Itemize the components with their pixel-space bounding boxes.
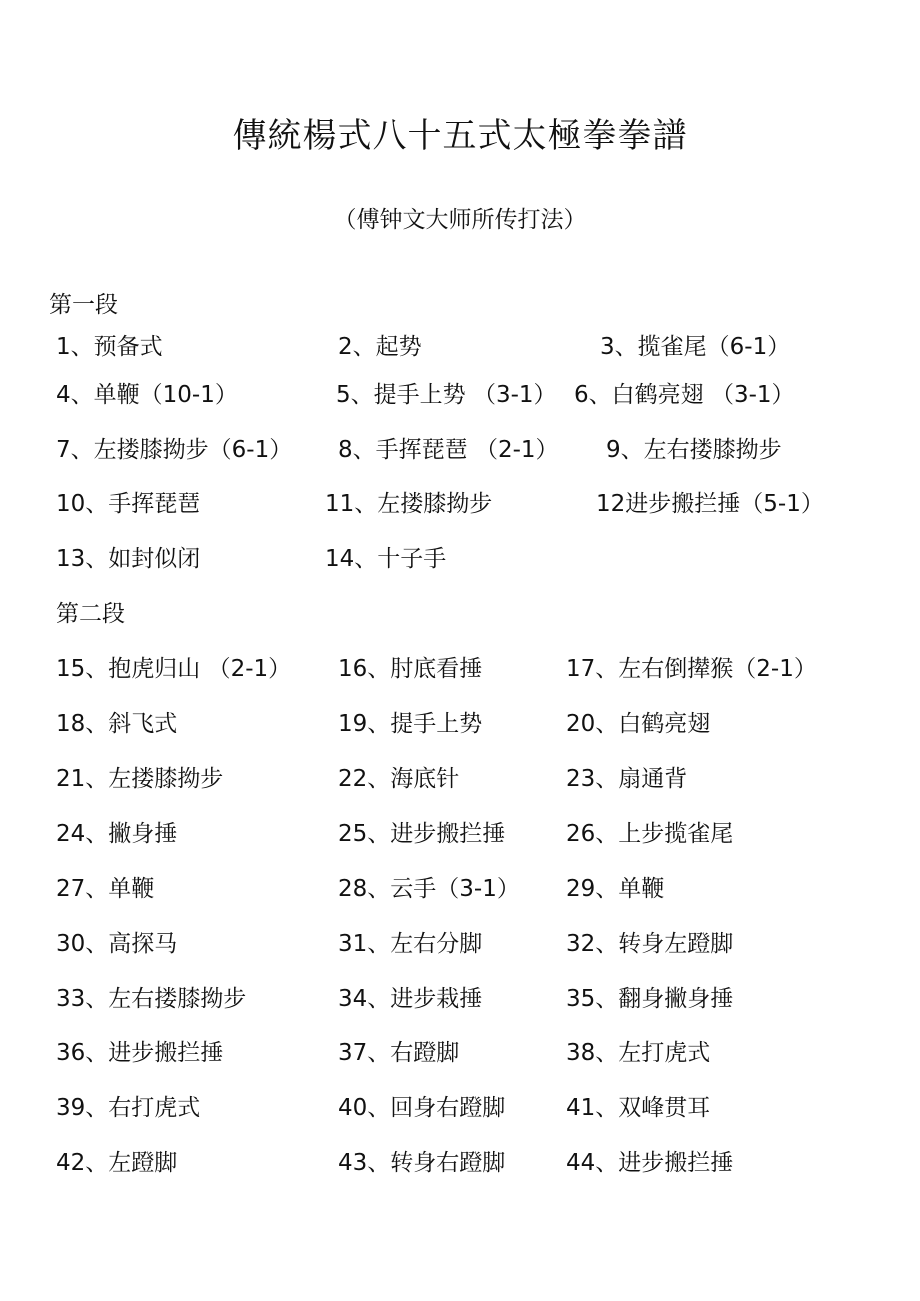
form-item: 18、斜飞式 xyxy=(56,711,178,737)
document-subtitle: （傅钟文大师所传打法） xyxy=(333,207,587,233)
form-item: 25、进步搬拦捶 xyxy=(338,821,506,847)
form-item: 17、左右倒撵猴（2-1） xyxy=(566,656,817,682)
form-item: 24、撇身捶 xyxy=(56,821,178,847)
form-item: 10、手挥琵琶 xyxy=(56,491,201,517)
form-item: 42、左蹬脚 xyxy=(56,1150,178,1176)
form-item: 29、单鞭 xyxy=(566,876,665,902)
form-item: 22、海底针 xyxy=(338,766,460,792)
form-item: 11、左搂膝拗步 xyxy=(325,491,493,517)
form-item: 33、左右搂膝拗步 xyxy=(56,986,247,1012)
form-item: 14、十子手 xyxy=(325,546,447,572)
form-item: 34、进步栽捶 xyxy=(338,986,483,1012)
form-item: 37、右蹬脚 xyxy=(338,1040,460,1066)
form-item: 39、右打虎式 xyxy=(56,1095,201,1121)
form-item: 43、转身右蹬脚 xyxy=(338,1150,506,1176)
form-item: 44、进步搬拦捶 xyxy=(566,1150,734,1176)
form-item: 8、手挥琵琶 （2-1） xyxy=(338,437,559,463)
form-item: 40、回身右蹬脚 xyxy=(338,1095,506,1121)
form-item: 15、抱虎归山 （2-1） xyxy=(56,656,292,682)
form-item: 6、白鹤亮翅 （3-1） xyxy=(574,382,795,408)
form-item: 19、提手上势 xyxy=(338,711,483,737)
form-item: 30、高探马 xyxy=(56,931,178,957)
form-item: 28、云手（3-1） xyxy=(338,876,520,902)
form-item: 2、起势 xyxy=(338,334,422,360)
form-item: 32、转身左蹬脚 xyxy=(566,931,734,957)
form-item: 16、肘底看捶 xyxy=(338,656,483,682)
form-item: 31、左右分脚 xyxy=(338,931,483,957)
form-item: 7、左搂膝拗步（6-1） xyxy=(56,437,293,463)
form-item: 1、预备式 xyxy=(56,334,163,360)
form-item: 23、扇通背 xyxy=(566,766,688,792)
form-item: 3、揽雀尾（6-1） xyxy=(600,334,791,360)
form-item: 13、如封似闭 xyxy=(56,546,201,572)
form-item: 27、单鞭 xyxy=(56,876,155,902)
form-item: 9、左右搂膝拗步 xyxy=(606,437,782,463)
form-item: 36、进步搬拦捶 xyxy=(56,1040,224,1066)
form-item: 35、翻身撇身捶 xyxy=(566,986,734,1012)
form-item: 20、白鹤亮翅 xyxy=(566,711,711,737)
document-title: 傳統楊式八十五式太極拳拳譜 xyxy=(232,116,688,156)
section-heading-1: 第一段 xyxy=(49,292,118,318)
form-item: 26、上步揽雀尾 xyxy=(566,821,734,847)
form-item: 41、双峰贯耳 xyxy=(566,1095,711,1121)
form-item: 38、左打虎式 xyxy=(566,1040,711,1066)
form-item: 21、左搂膝拗步 xyxy=(56,766,224,792)
form-item: 12进步搬拦捶（5-1） xyxy=(596,491,824,517)
section-heading-2: 第二段 xyxy=(56,601,125,627)
form-item: 5、提手上势 （3-1） xyxy=(336,382,557,408)
form-item: 4、单鞭（10-1） xyxy=(56,382,238,408)
